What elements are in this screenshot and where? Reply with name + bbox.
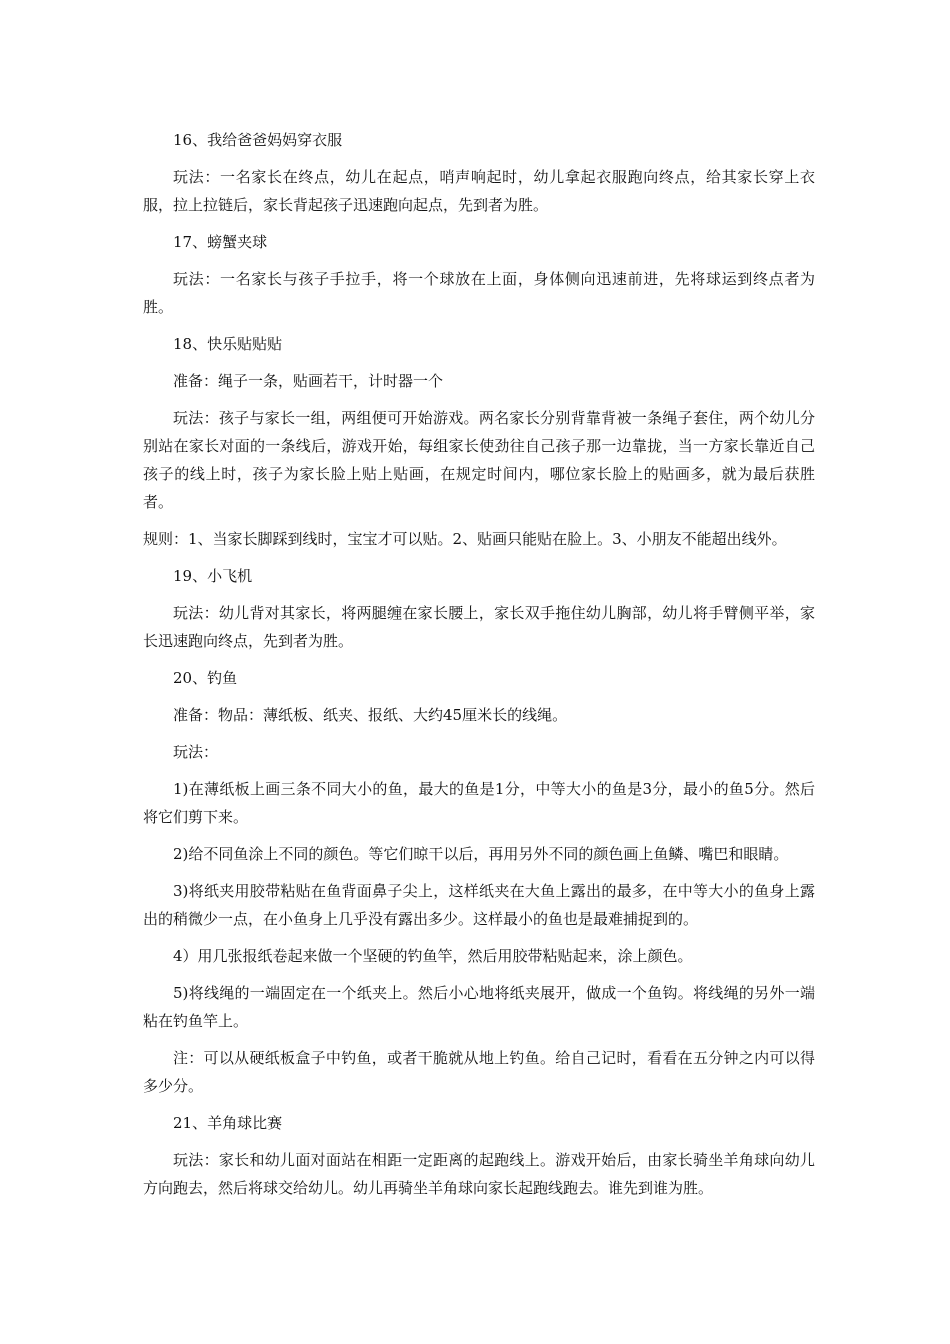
play-method-19: 玩法：幼儿背对其家长，将两腿缠在家长腰上，家长双手拖住幼儿胸部，幼儿将手臂侧平举，家长迅速跑向终点，先到者为胜。: [143, 604, 815, 650]
play-method-21: 玩法：家长和幼儿面对面站在相距一定距离的起跑线上。游戏开始后，由家长骑坐羊角球向幼儿方向跑去，然后将球交给幼儿。幼儿再骑坐羊角球向家长起跑线跑去。谁先到谁为胜。: [143, 1151, 815, 1197]
heading-18: 18、快乐贴贴贴: [173, 335, 283, 353]
step-20-5: 5)将线绳的一端固定在一个纸夹上。然后小心地将纸夹展开，做成一个鱼钩。将线绳的另外一端粘在钓鱼竿上。: [143, 984, 815, 1030]
step-20-1: 1)在薄纸板上画三条不同大小的鱼，最大的鱼是1分，中等大小的鱼是3分，最小的鱼5分。然后将它们剪下来。: [143, 780, 815, 826]
play-method-16: 玩法：一名家长在终点，幼儿在起点，哨声响起时，幼儿拿起衣服跑向终点，给其家长穿上衣服，拉上拉链后，家长背起孩子迅速跑向起点，先到者为胜。: [143, 168, 815, 214]
play-method-18: 玩法：孩子与家长一组，两组便可开始游戏。两名家长分别背靠背被一条绳子套住，两个幼儿分别站在家长对面的一条线后，游戏开始，每组家长使劲往自己孩子那一边靠拢，当一方家长靠近自己孩子的线上时，孩子为家长脸上贴上贴画，在规定时间内，哪位家长脸上的贴画多，就为最后获胜者。: [143, 409, 815, 511]
step-20-4: 4）用几张报纸卷起来做一个坚硬的钓鱼竿，然后用胶带粘贴起来，涂上颜色。: [173, 947, 693, 965]
heading-19: 19、小飞机: [173, 567, 253, 585]
heading-16: 16、我给爸爸妈妈穿衣服: [173, 131, 343, 149]
rules-18: 规则：1、当家长脚踩到线时，宝宝才可以贴。2、贴画只能贴在脸上。3、小朋友不能超出线外。: [143, 530, 787, 548]
heading-20: 20、钓鱼: [173, 669, 238, 687]
step-20-3: 3)将纸夹用胶带粘贴在鱼背面鼻子尖上，这样纸夹在大鱼上露出的最多，在中等大小的鱼身上露出的稍微少一点，在小鱼身上几乎没有露出多少。这样最小的鱼也是最难捕捉到的。: [143, 882, 815, 928]
step-20-2: 2)给不同鱼涂上不同的颜色。等它们晾干以后，再用另外不同的颜色画上鱼鳞、嘴巴和眼睛。: [173, 845, 789, 863]
preparation-20: 准备：物品：薄纸板、纸夹、报纸、大约45厘米长的线绳。: [173, 706, 568, 724]
play-method-20-label: 玩法：: [173, 743, 219, 761]
document-page: [143, 126, 815, 1211]
heading-21: 21、羊角球比赛: [173, 1114, 283, 1132]
heading-17: 17、螃蟹夹球: [173, 233, 268, 251]
play-method-17: 玩法：一名家长与孩子手拉手，将一个球放在上面，身体侧向迅速前进，先将球运到终点者为胜。: [143, 270, 815, 316]
preparation-18: 准备：绳子一条，贴画若干，计时器一个: [173, 372, 444, 390]
note-20: 注：可以从硬纸板盒子中钓鱼，或者干脆就从地上钓鱼。给自己记时，看看在五分钟之内可以得多少分。: [143, 1049, 815, 1095]
